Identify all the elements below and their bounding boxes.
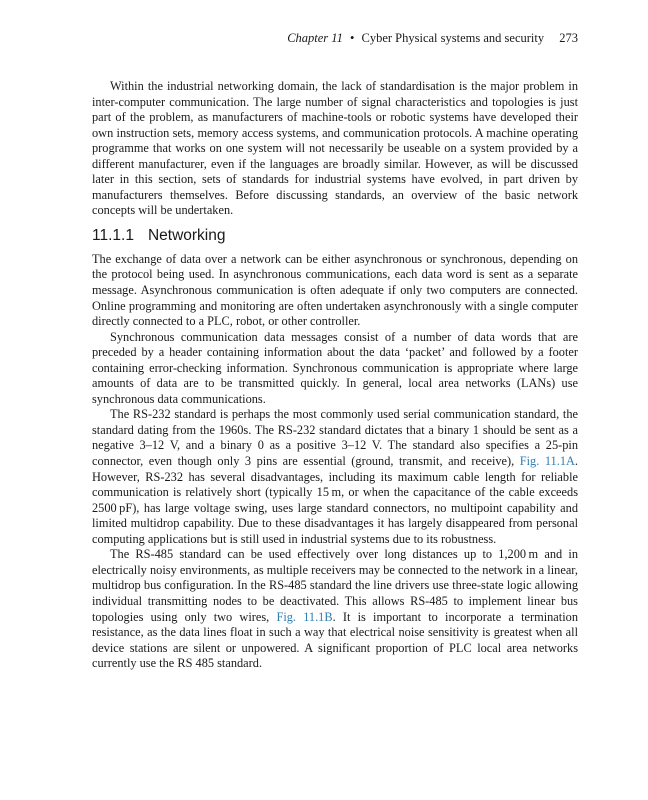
rs232-text-b: . However, RS-232 has several disadvantages, including its maximum cable length for reliable communication is relatively short (typically 15 m, or when the capacitance of the cable exceeds 2500 pF), has large voltage swing, uses large standard connectors, no multipoint capability and limited multidrop capability. Due to these disadvantages it has largely disappeared from personal computing applications but is still used in industrial systems due to its robustness. [92,454,578,546]
page-body [92,79,578,672]
paragraph-intro: Within the industrial networking domain, the lack of standardisation is the major problem in inter-computer communication. The large number of signal characteristics and topologies is just part of the problem, as manufacturers of machine-tools or robotic systems have developed their own instruction sets, memory access systems, and communication protocols. A machine operating programme that works on one system will not necessarily be useable on a system provided by a different manufacturer, even if the languages are broadly similar. However, as will be discussed later in this section, sets of standards for industrial systems have evolved, in part driven by manufacturers themselves. Before discussing standards, an overview of the basic network concepts will be undertaken. [92,79,578,218]
chapter-title: Cyber Physical systems and security [361,31,545,45]
section-number: 11.1.1 [92,226,134,244]
figure-link-11-1a[interactable]: Fig. 11.1A [519,454,575,469]
section-heading [92,226,578,246]
section-title: Networking [147,226,226,244]
rs485-text-a: The RS-485 standard can be used effectively over long distances up to 1,200 m and in electrically noisy environments, as multiple receivers may be connected to the network in a linear, multidrop bus configuration. In the RS-485 standard the line drivers use three-state logic allowing individual transmitting nodes to be deactivated. This allows RS-485 to implement linear bus topologies using only two wires, [92,547,578,624]
rs232-text-a: The RS-232 standard is perhaps the most commonly used serial communication standard, the standard dating from the 1960s. The RS-232 standard dictates that a binary 1 should be sent as a negative 3–12 V, and a binary 0 as a positive 3–12 V. The standard also specifies a 25-pin connector, even though only 3 pins are essential (ground, transmit, and receive), [92,407,578,469]
paragraph-synchronous: Synchronous communication data messages consist of a number of data words that are preceded by a header containing information about the data ‘packet’ and followed by a footer containing error-checking information. Synchronous communication is appropriate where large amounts of data are to be transmitted quickly. In general, local area networks (LANs) use synchronous data communications. [92,329,578,406]
paragraph-rs232 [92,407,578,547]
paragraph-rs485 [92,547,578,671]
header-bullet: • [349,31,355,45]
paragraph-exchange: The exchange of data over a network can be either asynchronous or synchronous, depending on the protocol being used. In asynchronous communications, each data word is sent as a separate message. Asynchronous communication is often adequate if only two computers are connected. Online programming and monitoring are often undertaken asynchronously with a single computer directly connected to a PLC, robot, or other controller. [92,251,578,329]
figure-link-11-1b[interactable]: Fig. 11.1B [276,609,333,624]
running-head [92,31,578,46]
rs485-text-b: . It is important to incorporate a termination resistance, as the data lines float in such a way that electrical noise sensitivity is greatest when all device stations are silent or unpowered. A significant proportion of PLC local area networks currently use the RS 485 standard. [92,609,578,671]
page-number: 273 [559,31,578,45]
chapter-label: Chapter 11 [287,31,343,45]
